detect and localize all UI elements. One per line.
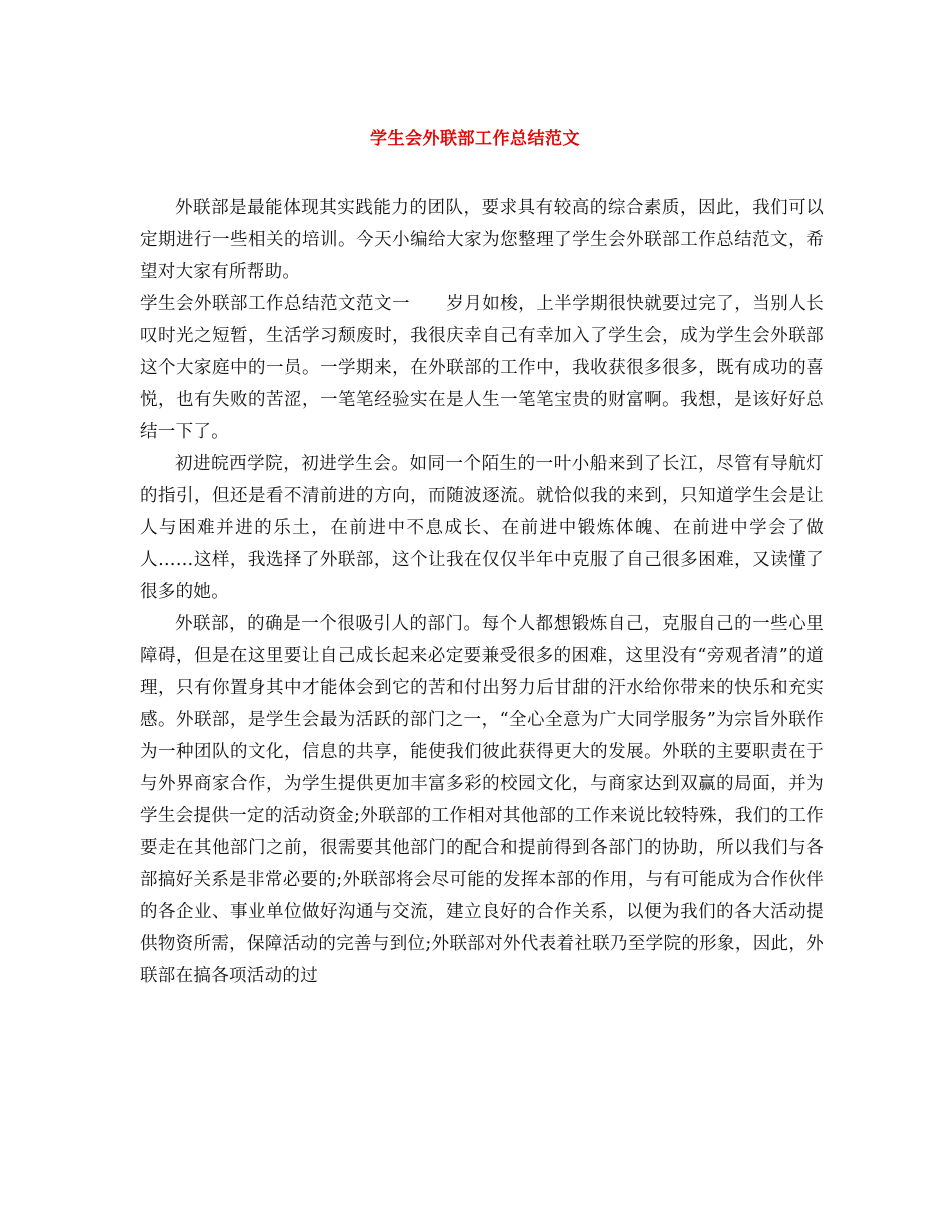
intro-paragraph: 外联部是最能体现其实践能力的团队，要求具有较高的综合素质，因此，我们可以定期进行一些相关的培训。今天小编给大家为您整理了学生会外联部工作总结范文，希望对大家有所帮助。 xyxy=(140,198,824,282)
section-first-text: 岁月如梭，上半学期很快就要过完了，当别人长叹时光之短暂，生活学习颓废时，我很庆幸自己有幸加入了学生会，成为学生会外联部这个大家庭中的一员。一学期来，在外联部的工作中，我收获很多很多，既有成功的喜悦，也有失败的苦涩，一笔笔经验实在是人生一笔笔宝贵的财富啊。我想，是该好好总结一下了。 xyxy=(140,294,824,442)
body-paragraph: 初进皖西学院，初进学生会。如同一个陌生的一叶小船来到了长江，尽管有导航灯的指引，但还是看不清前进的方向，而随波逐流。就恰似我的来到，只知道学生会是让人与困难并进的乐土，在前进中不息成长、在前进中锻炼体魄、在前进中学会了做人……这样，我选择了外联部，这个让我在仅仅半年中克服了自己很多困难，又读懂了很多的她。 xyxy=(140,454,824,602)
section-paragraph xyxy=(140,288,824,448)
document-title: 学生会外联部工作总结范文 xyxy=(370,129,580,149)
section-heading: 学生会外联部工作总结范文范文一 xyxy=(140,294,410,314)
document-body xyxy=(140,192,824,992)
body-paragraph: 外联部，的确是一个很吸引人的部门。每个人都想锻炼自己，克服自己的一些心里障碍，但是在这里要让自己成长起来必定要兼受很多的困难，这里没有“旁观者清”的道理，只有你置身其中才能体会到它的苦和付出努力后甘甜的汗水给你带来的快乐和充实感。外联部，是学生会最为活跃的部门之一，“全心全意为广大同学服务”为宗旨外联作为一种团队的文化，信息的共享，能使我们彼此获得更大的发展。外联的主要职责在于与外界商家合作，为学生提供更加丰富多彩的校园文化，与商家达到双赢的局面，并为学生会提供一定的活动资金;外联部的工作相对其他部的工作来说比较特殊，我们的工作要走在其他部门之前，很需要其他部门的配合和提前得到各部门的协助，所以我们与各部搞好关系是非常必要的;外联部将会尽可能的发挥本部的作用，与有可能成为合作伙伴的各企业、事业单位做好沟通与交流，建立良好的合作关系，以便为我们的各大活动提供物资所需，保障活动的完善与到位;外联部对外代表着社联乃至学院的形象，因此，外联部在搞各项活动的过 xyxy=(140,614,824,986)
